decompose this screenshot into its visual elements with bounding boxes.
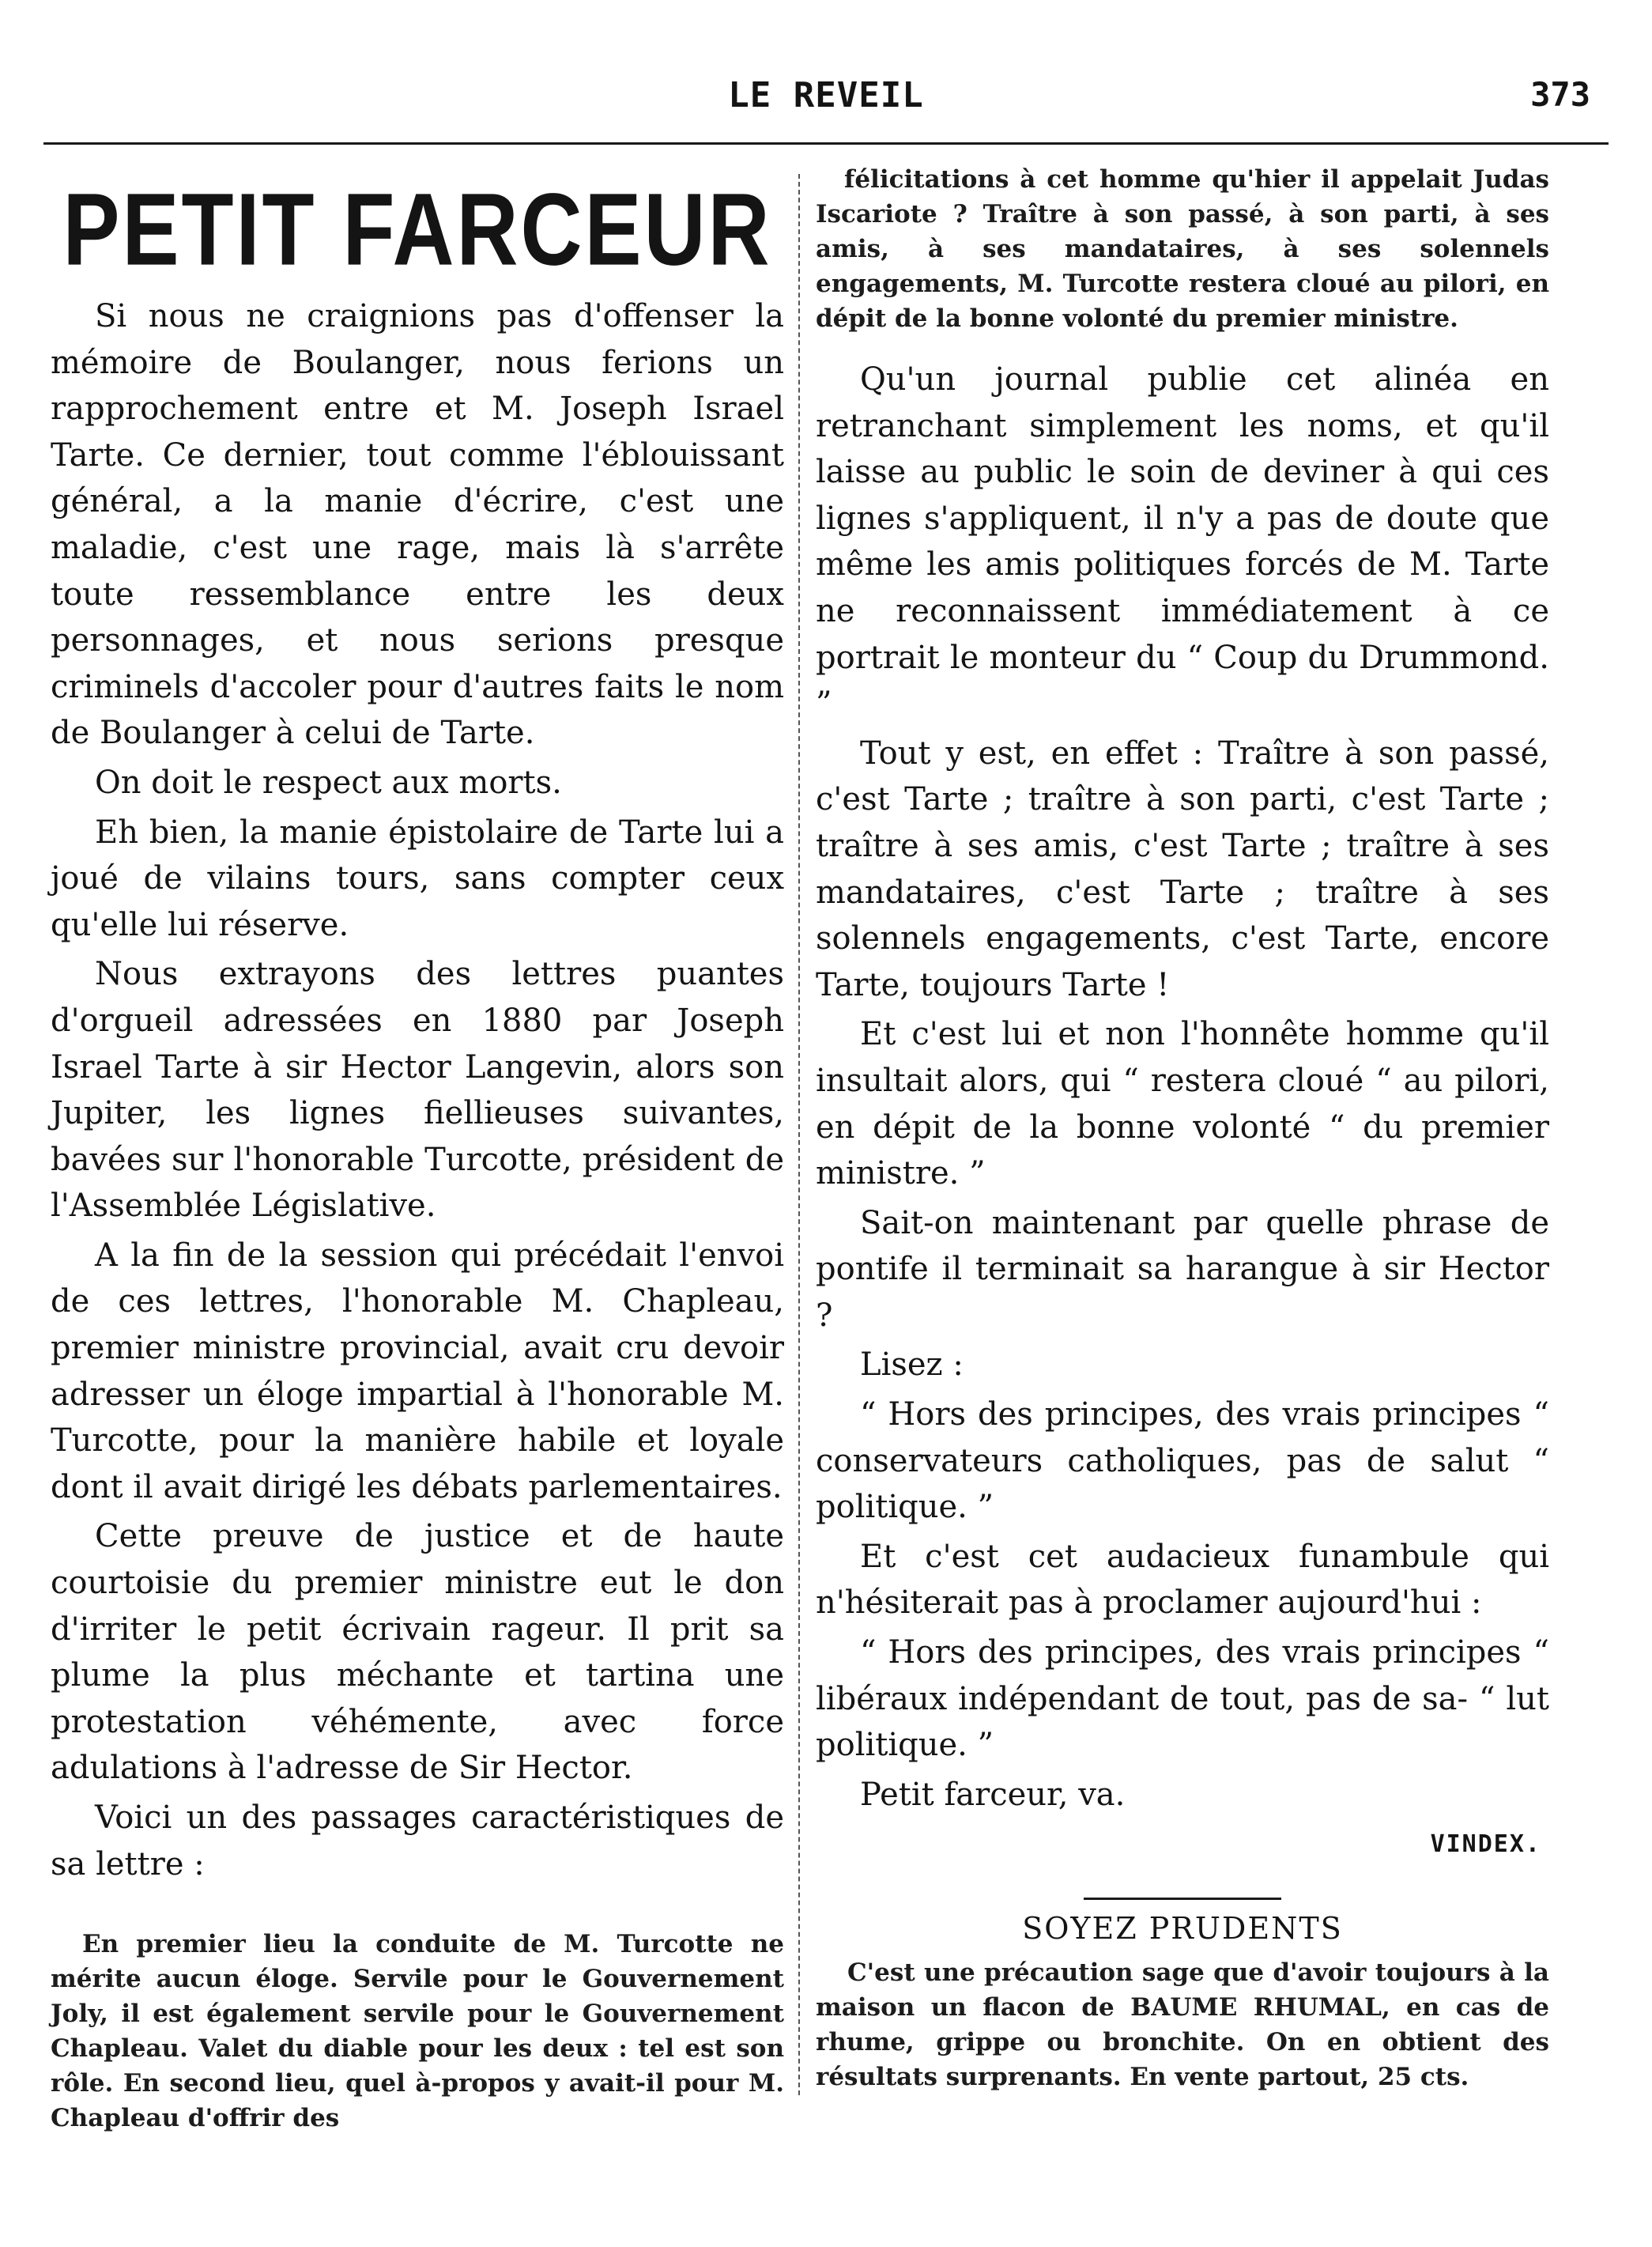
letter-quote-continued: félicitations à cet homme qu'hier il appelait Judas Iscariote ? Traître à son passé, à son parti, à ses amis, à ses mandataires, à ses solennels engagements, M. Turcotte restera cloué au pilori, en dépit de la bonne volonté du premier ministre. bbox=[816, 165, 1549, 333]
header-rule bbox=[43, 142, 1609, 145]
article-paragraph: Qu'un journal publie cet alinéa en retranchant simplement les noms, et qu'il laisse au public le soin de deviner à qui ces lignes s'appliquent, il n'y a pas de doute que même les amis politiques forcés de M. Tarte ne reconnaissent immédiatement à ce portrait le monteur du “ Coup du Drummond. ” bbox=[816, 361, 1549, 723]
article-paragraph: Lisez : bbox=[860, 1346, 964, 1384]
article-paragraph: Eh bien, la manie épistolaire de Tarte lui a joué de vilains tours, sans compter ceux qu'elle lui réserve. bbox=[51, 814, 784, 943]
notice-heading: SOYEZ PRUDENTS bbox=[1022, 1911, 1343, 1947]
notice-text: C'est une précaution sage que d'avoir toujours à la maison un flacon de BAUME RHUMAL, en cas de rhume, grippe ou bronchite. On en obtient des résultats surprenants. En vente partout, 25 cts. bbox=[816, 1958, 1549, 2092]
journal-title: LE REVEIL bbox=[728, 75, 924, 115]
column-divider bbox=[798, 174, 800, 2095]
notice-rule bbox=[1084, 1898, 1281, 1900]
article-paragraph: Sait-on maintenant par quelle phrase de pontife il terminait sa harangue à sir Hector ? bbox=[816, 1204, 1549, 1334]
article-paragraph: Et c'est lui et non l'honnête homme qu'il insultait alors, qui “ restera cloué “ au pilori, en dépit de la bonne volonté “ du premier ministre. ” bbox=[816, 1016, 1549, 1192]
article-paragraph: Nous extrayons des lettres puantes d'orgueil adressées en 1880 par Joseph Israel Tarte à sir Hector Langevin, alors son Jupiter, les lignes fiellieuses suivantes, bavées sur l'honorable Turcotte, président de l'Assemblée Législative. bbox=[51, 956, 784, 1225]
running-header bbox=[47, 75, 1605, 123]
article-paragraph: Cette preuve de justice et de haute courtoisie du premier ministre eut le don d'irriter le petit écrivain rageur. Il prit sa plume la plus méchante et tartina une protestation véhémente, avec force adulations à l'adresse de Sir Hector. bbox=[51, 1518, 784, 1787]
right-column bbox=[816, 162, 1549, 2094]
letter-quote: En premier lieu la conduite de M. Turcotte ne mérite aucun éloge. Servile pour le Gouvernement Joly, il est également servile pour le Gouvernement Chapleau. Valet du diable pour les deux : tel est son rôle. En second lieu, quel à-propos y avait-il pour M. Chapleau d'offrir des bbox=[51, 1930, 784, 2133]
article-title: PETIT FARCEUR bbox=[62, 172, 772, 287]
author-signature: VINDEX. bbox=[1430, 1830, 1541, 1859]
article-paragraph: Voici un des passages caractéristiques de sa lettre : bbox=[51, 1799, 784, 1883]
article-paragraph: Si nous ne craignions pas d'offenser la mémoire de Boulanger, nous ferions un rapprochement entre et M. Joseph Israel Tarte. Ce dernier, tout comme l'éblouissant général, a la manie d'écrire, c'est une maladie, c'est une rage, mais là s'arrête toute ressemblance entre les deux personnages, et nous serions presque criminels d'accoler pour d'autres faits le nom de Boulanger à celui de Tarte. bbox=[51, 298, 784, 752]
article-paragraph: Et c'est cet audacieux funambule qui n'hésiterait pas à proclamer aujourd'hui : bbox=[816, 1538, 1549, 1622]
article-paragraph: “ Hors des principes, des vrais principes “ libéraux indépendant de tout, pas de sa- “ lut politique. ” bbox=[816, 1634, 1549, 1764]
article-paragraph: On doit le respect aux morts. bbox=[95, 764, 562, 801]
page-number: 373 bbox=[1530, 75, 1590, 114]
article-paragraph: Petit farceur, va. bbox=[860, 1776, 1126, 1813]
article-paragraph: A la fin de la session qui précédait l'envoi de ces lettres, l'honorable M. Chapleau, premier ministre provincial, avait cru devoir adresser un éloge impartial à l'honorable M. Turcotte, pour la manière habile et loyale dont il avait dirigé les débats parlementaires. bbox=[51, 1237, 784, 1505]
article-paragraph: “ Hors des principes, des vrais principes “ conservateurs catholiques, pas de salut “ politique. ” bbox=[816, 1396, 1549, 1526]
left-column bbox=[51, 162, 784, 2136]
article-paragraph: Tout y est, en effet : Traître à son passé, c'est Tarte ; traître à son parti, c'est Tarte ; traître à ses amis, c'est Tarte ; traître à ses mandataires, c'est Tarte ; traître à ses solennels engagements, c'est Tarte, encore Tarte, toujours Tarte ! bbox=[816, 735, 1549, 1003]
